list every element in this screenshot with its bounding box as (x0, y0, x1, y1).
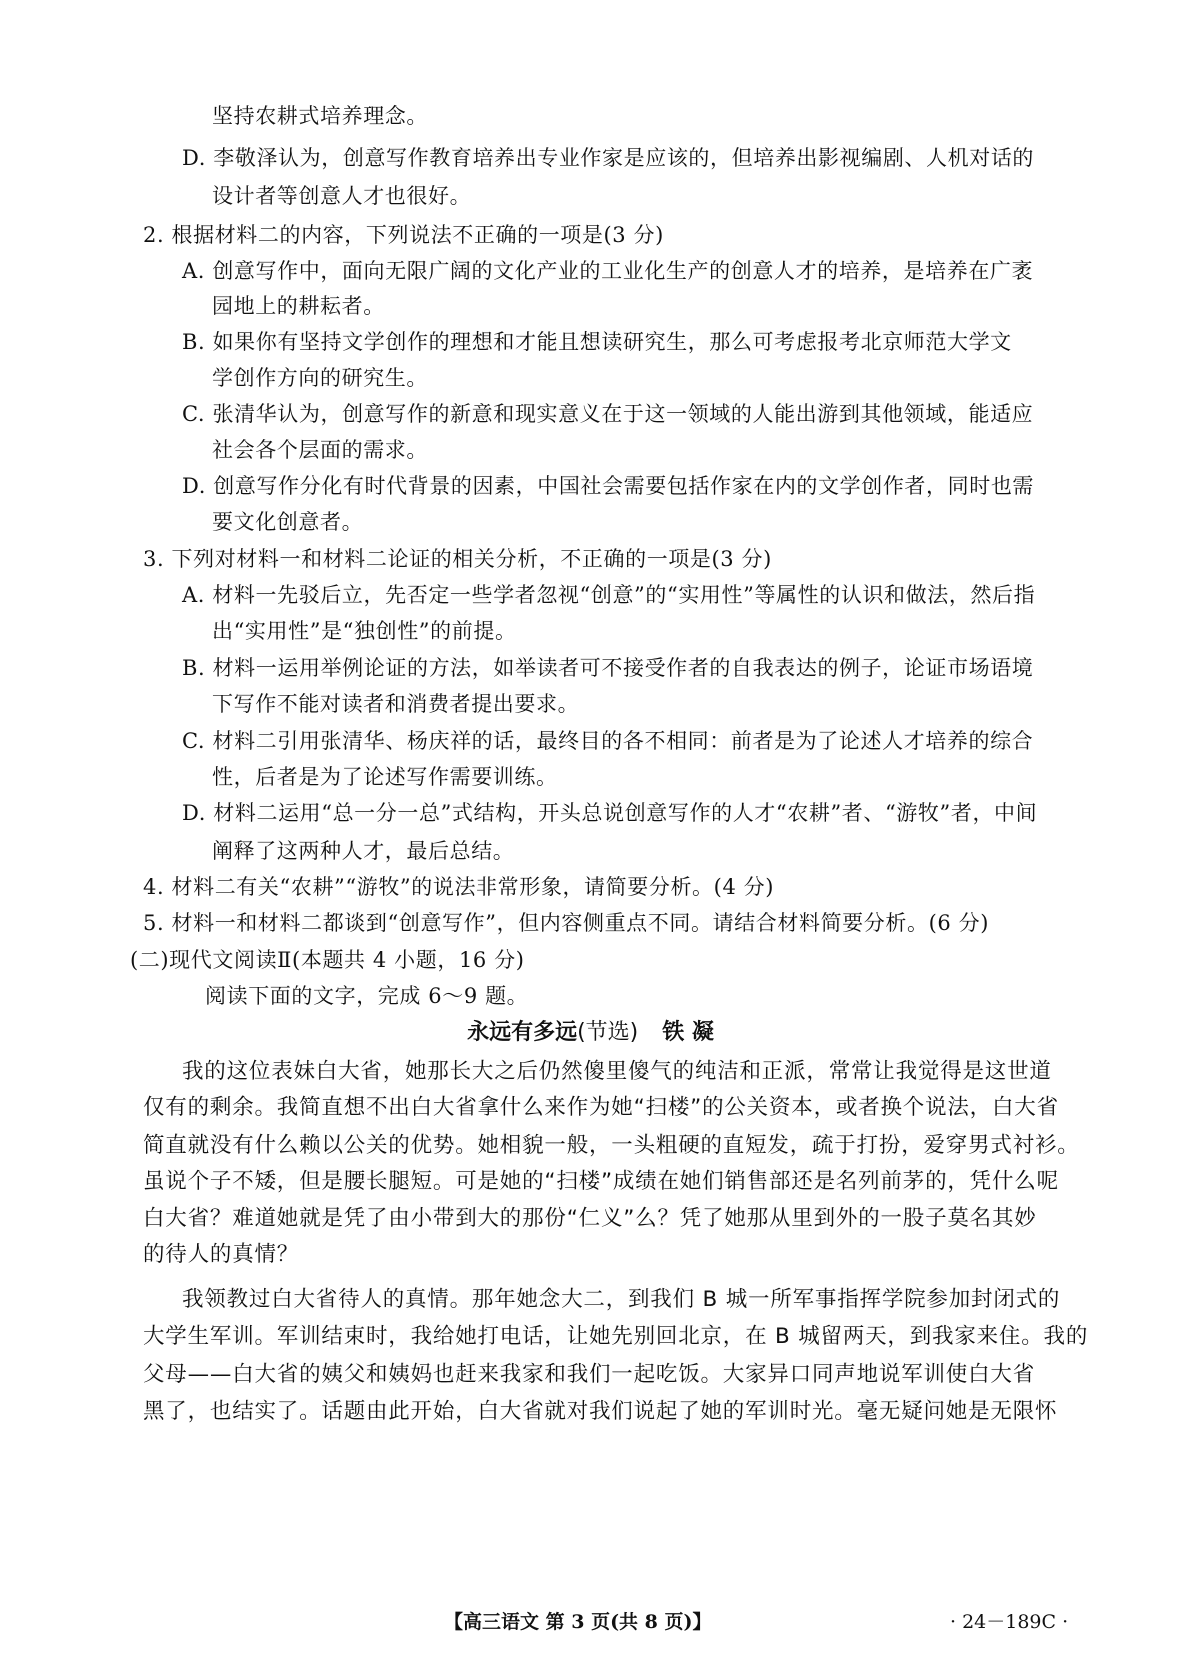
q2-option-b-line1: B. 如果你有坚持文学创作的理想和才能且想读研究生，那么可考虑报考北京师范大学文 (182, 330, 1012, 354)
passage-line: 的待人的真情？ (143, 1242, 300, 1267)
q2-option-c-line1: C. 张清华认为，创意写作的新意和现实意义在于这一领域的人能出游到其他领域，能适应 (182, 402, 1034, 426)
q3-option-d-line1: D. 材料二运用“总一分一总”式结构，开头总说创意写作的人才“农耕”者、“游牧”者，中间 (182, 801, 1038, 825)
page-footer-code: · 24－189C · (950, 1611, 1069, 1633)
q3-option-d-line2: 阐释了这两种人才，最后总结。 (212, 839, 515, 863)
section-instruction: 阅读下面的文字，完成 6～9 题。 (205, 984, 529, 1008)
passage-line: 白大省？难道她就是凭了由小带到大的那份“仁义”么？凭了她那从里到外的一股子莫名其妙 (143, 1206, 1037, 1231)
q2-option-a-line1: A. 创意写作中，面向无限广阔的文化产业的工业化生产的创意人才的培养，是培养在广袤 (182, 259, 1034, 283)
passage-line: 我的这位表妹白大省，她那长大之后仍然傻里傻气的纯洁和正派，常常让我觉得是这世道 (182, 1059, 1052, 1084)
page-footer-center: 【高三语文 第 3 页(共 8 页)】 (444, 1611, 712, 1633)
q5-stem: 5. 材料一和材料二都谈到“创意写作”，但内容侧重点不同。请结合材料简要分析。(6 分) (143, 911, 990, 935)
q2-option-d-line1: D. 创意写作分化有时代背景的因素，中国社会需要包括作家在内的文学创作者，同时也需 (182, 474, 1035, 498)
passage-title-block (0, 1018, 1181, 1048)
passage-title: 永远有多远 (467, 1020, 578, 1045)
q2-option-b-line2: 学创作方向的研究生。 (212, 366, 428, 390)
passage-line: 仅有的剩余。我简直想不出白大省拿什么来作为她“扫楼”的公关资本，或者换个说法，白大省 (143, 1095, 1059, 1120)
q3-stem: 3. 下列对材料一和材料二论证的相关分析，不正确的一项是(3 分) (143, 547, 772, 571)
q3-option-a-line2: 出“实用性”是“独创性”的前提。 (212, 619, 517, 643)
q1-option-d-line1: D. 李敬泽认为，创意写作教育培养出专业作家是应该的，但培养出影视编剧、人机对话的 (182, 146, 1035, 170)
passage-author: 铁 凝 (662, 1020, 714, 1045)
passage-line: 父母——白大省的姨父和姨妈也赶来我家和我们一起吃饭。大家异口同声地说军训使白大省 (143, 1362, 1036, 1387)
q2-stem: 2. 根据材料二的内容，下列说法不正确的一项是(3 分) (143, 223, 664, 247)
q3-option-b-line2: 下写作不能对读者和消费者提出要求。 (212, 692, 580, 716)
q1-option-c-continuation: 坚持农耕式培养理念。 (212, 104, 428, 128)
q2-option-d-line2: 要文化创意者。 (212, 510, 364, 534)
section-heading: (二)现代文阅读Ⅱ(本题共 4 小题，16 分) (130, 948, 525, 972)
passage-title-note: (节选) (577, 1020, 639, 1045)
q1-option-d-line2: 设计者等创意人才也很好。 (212, 184, 472, 208)
passage-line: 黑了，也结实了。话题由此开始，白大省就对我们说起了她的军训时光。毫无疑问她是无限怀 (143, 1399, 1058, 1424)
passage-line: 虽说个子不矮，但是腰长腿短。可是她的“扫楼”成绩在她们销售部还是名列前茅的，凭什么呢 (143, 1169, 1059, 1194)
passage-line: 大学生军训。军训结束时，我给她打电话，让她先别回北京，在 B 城留两天，到我家来住。我的 (143, 1324, 1089, 1349)
q2-option-a-line2: 园地上的耕耘者。 (212, 294, 385, 318)
passage-line: 简直就没有什么赖以公关的优势。她相貌一般，一头粗硬的直短发，疏于打扮，爱穿男式衬衫。 (143, 1133, 1080, 1158)
q3-option-a-line1: A. 材料一先驳后立，先否定一些学者忽视“创意”的“实用性”等属性的认识和做法，然后指 (182, 583, 1036, 607)
q4-stem: 4. 材料二有关“农耕”“游牧”的说法非常形象，请简要分析。(4 分) (143, 875, 775, 899)
passage-line: 我领教过白大省待人的真情。那年她念大二，到我们 B 城一所军事指挥学院参加封闭式的 (182, 1287, 1061, 1312)
q2-option-c-line2: 社会各个层面的需求。 (212, 438, 428, 462)
q3-option-c-line2: 性，后者是为了论述写作需要训练。 (212, 765, 558, 789)
q3-option-b-line1: B. 材料一运用举例论证的方法，如举读者可不接受作者的自我表达的例子，论证市场语境 (182, 656, 1034, 680)
q3-option-c-line1: C. 材料二引用张清华、杨庆祥的话，最终目的各不相同：前者是为了论述人才培养的综合 (182, 729, 1034, 753)
